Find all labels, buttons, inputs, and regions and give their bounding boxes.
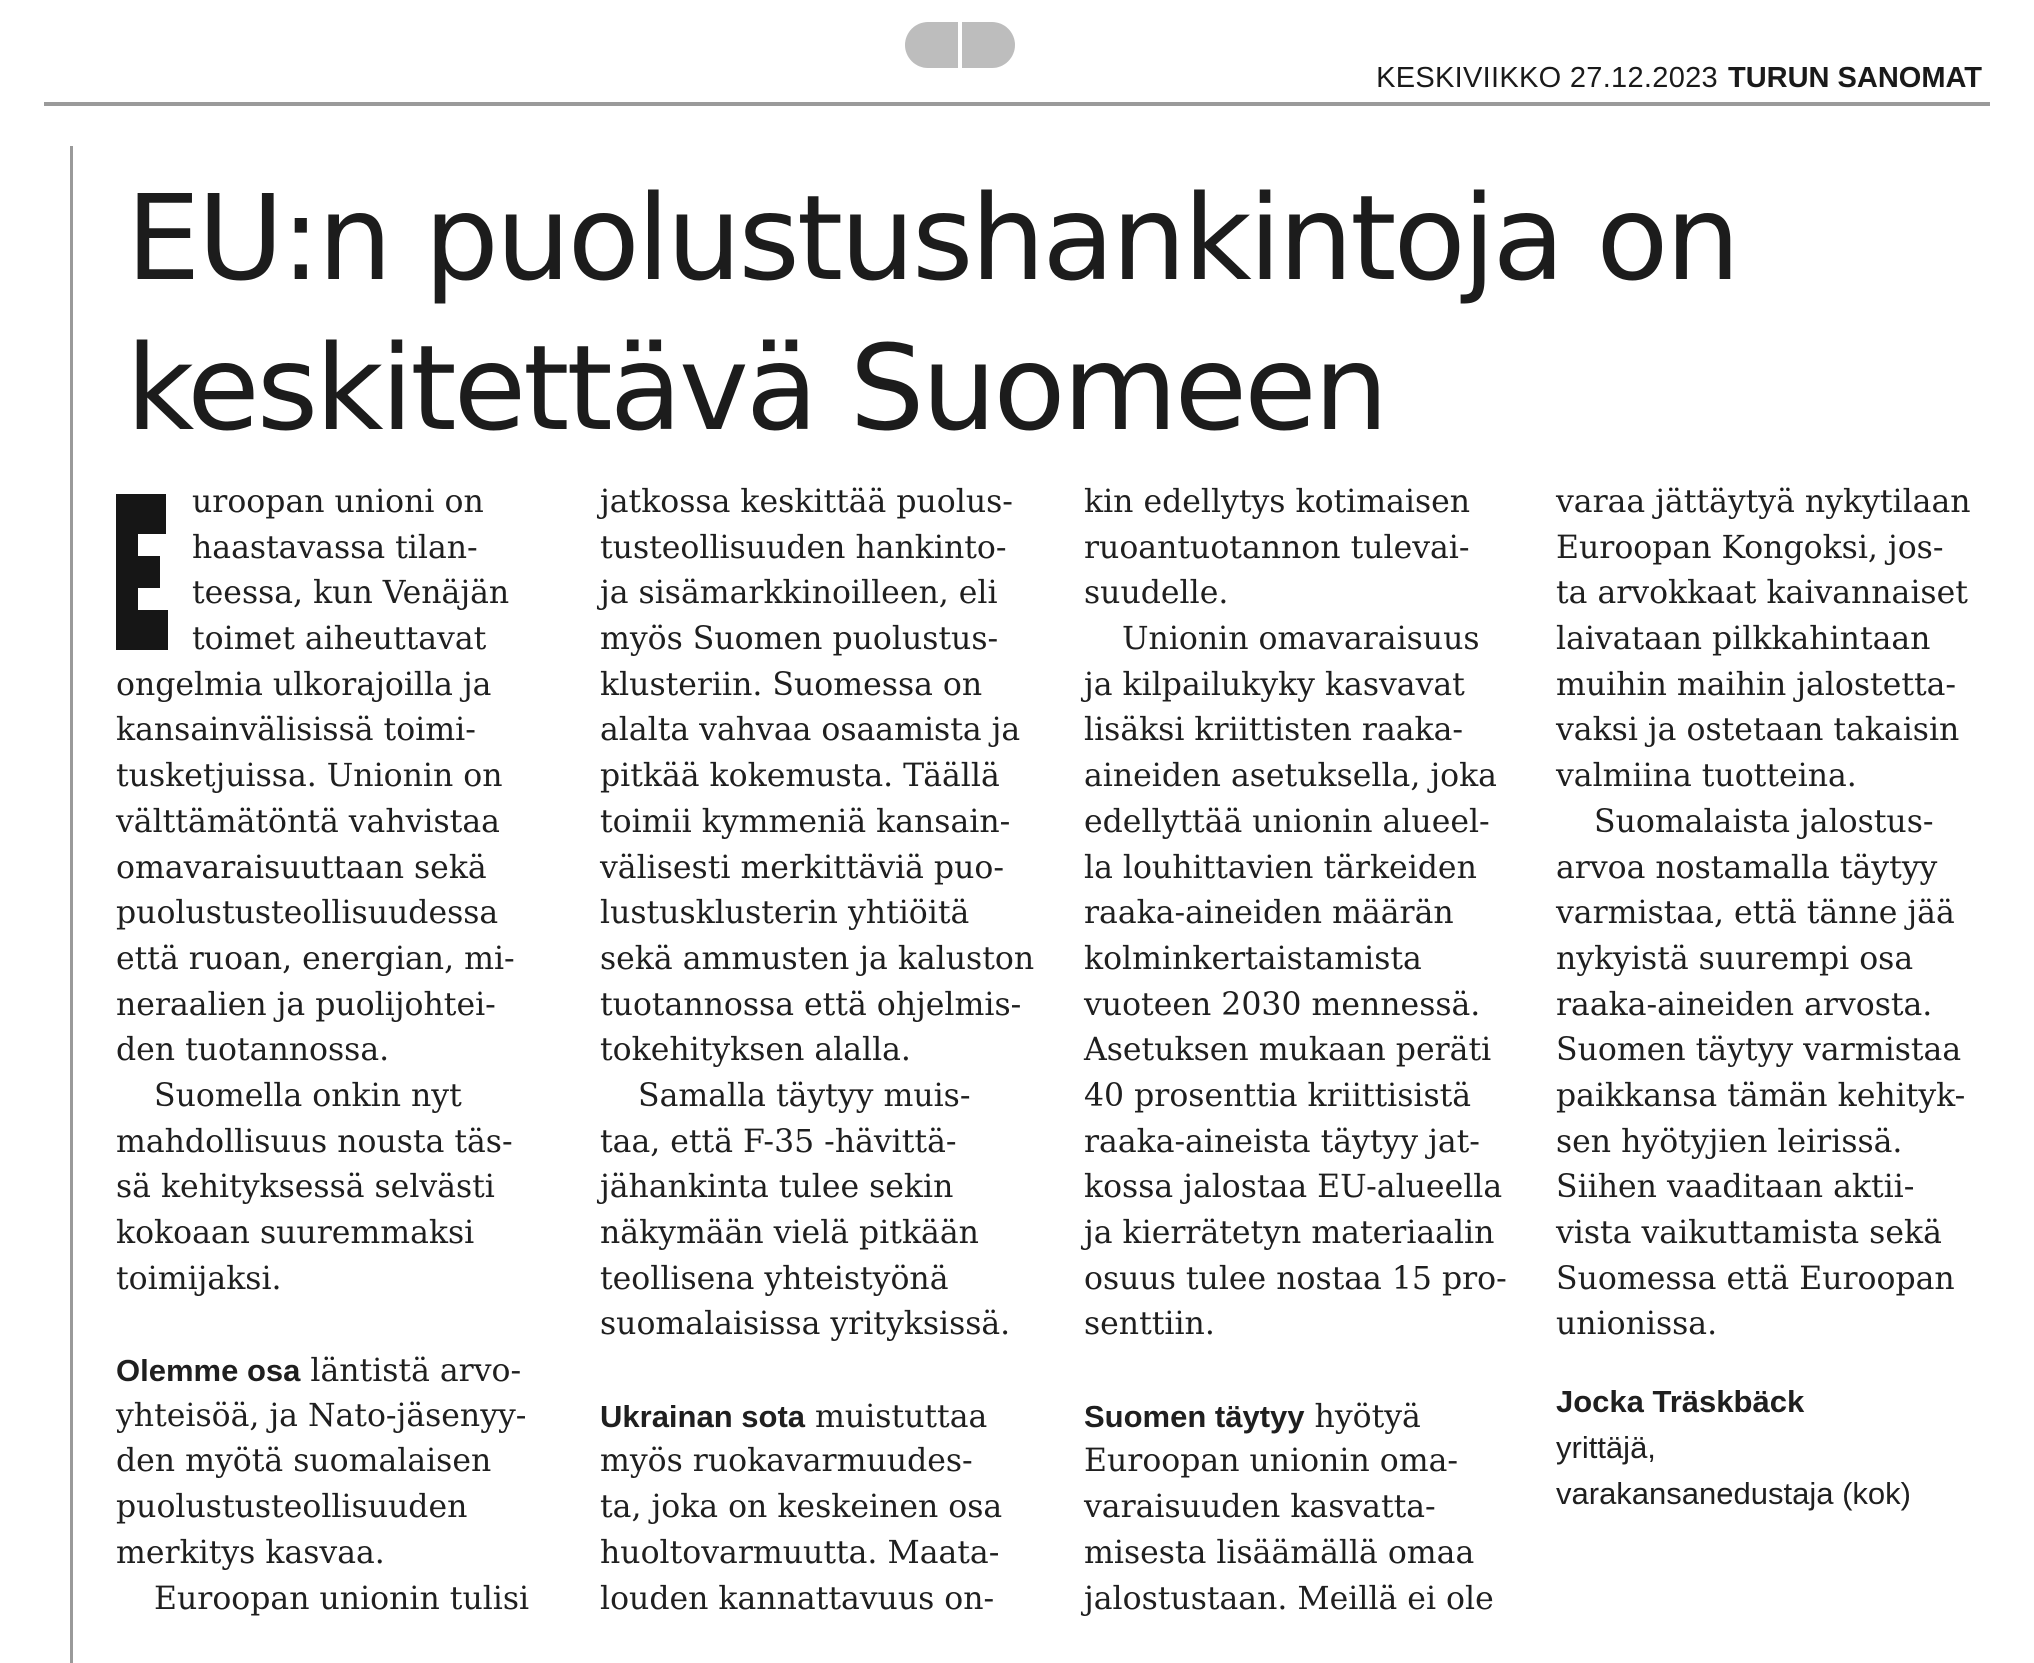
text-line: valmiina tuotteina. (1556, 758, 1857, 795)
text-line: uroopan unioni on (192, 484, 484, 520)
headline-line-2: keskitettävä Suomeen (126, 319, 1386, 457)
text-line: varaisuuden kasvatta- (1084, 1489, 1436, 1526)
text-line: lisäksi kriittisten raaka- (1084, 712, 1464, 749)
text-line: vuoteen 2030 mennessä. (1084, 986, 1481, 1023)
page-tab-marker (905, 22, 1015, 68)
text-line: tusteollisuuden hankinto- (600, 529, 1007, 566)
text-line: Unionin omavaraisuus (1122, 621, 1480, 658)
page-header (1376, 62, 1982, 95)
text-line: Suomella onkin nyt (154, 1077, 462, 1114)
text-line: den myötä suomalaisen (116, 1443, 492, 1480)
text-line: neraalien ja puolijohtei- (116, 986, 496, 1023)
text-line: den tuotannossa. (116, 1032, 390, 1069)
text-line: raaka-aineiden määrän (1084, 895, 1454, 932)
text-line: myös ruokavarmuudes- (600, 1443, 973, 1480)
text-line: teessa, kun Venäjän (192, 575, 510, 612)
text-line: pitkää kokemusta. Täällä (600, 758, 1000, 795)
text-line: myös Suomen puolustus- (600, 621, 999, 658)
text-line: kansainvälisissä toimi- (116, 712, 476, 749)
text-line: jähankinta tulee sekin (600, 1169, 954, 1206)
text-line: varmistaa, että tänne jää (1556, 895, 1955, 932)
text-line: sä kehityksessä selvästi (116, 1169, 495, 1206)
text-line: 40 prosenttia kriittisistä (1084, 1077, 1472, 1114)
text-line: sen hyötyjien leirissä. (1556, 1123, 1903, 1160)
text-line: vista vaikuttamista sekä (1556, 1215, 1942, 1251)
text-line: yhteisöä, ja Nato-jäsenyy- (116, 1397, 527, 1434)
text-line: Siihen vaaditaan aktii- (1556, 1169, 1915, 1206)
text-line: toimii kymmeniä kansain- (600, 803, 1011, 840)
text-line: suomalaisissa yrityksissä. (600, 1306, 1011, 1343)
text-line: välisesti merkittäviä puo- (600, 849, 1004, 886)
text-line: kolminkertaistamista (1084, 940, 1422, 977)
text-line: louden kannattavuus on- (600, 1580, 995, 1617)
text-line: omavaraisuuttaan sekä (116, 849, 487, 886)
text-line: tusketjuissa. Unionin on (116, 758, 503, 795)
text-line: puolustusteollisuuden (116, 1489, 468, 1526)
text-line: Asetuksen mukaan peräti (1084, 1032, 1492, 1069)
text-line: merkitys kasvaa. (116, 1534, 385, 1571)
text-line: ruoantuotannon tulevai- (1084, 529, 1470, 566)
text-line: huoltovarmuutta. Maata- (600, 1534, 1000, 1571)
text-line: kokoaan suuremmaksi (116, 1215, 475, 1251)
text-line: jatkossa keskittää puolus- (600, 484, 1013, 520)
text-line: raaka-aineista täytyy jat- (1084, 1123, 1480, 1160)
text-line: alalta vahvaa osaamista ja (600, 712, 1021, 749)
article-headline (126, 163, 1926, 463)
text-line: unionissa. (1556, 1306, 1718, 1343)
text-line: osuus tulee nostaa 15 pro- (1084, 1260, 1507, 1297)
article-column-2 (600, 480, 1035, 1622)
text-line: ja sisämarkkinoilleen, eli (600, 575, 998, 612)
article-column-1 (116, 480, 548, 1622)
paragraph-gap (116, 1302, 548, 1348)
author-name: Jocka Träskbäck (1556, 1384, 1805, 1419)
subheading: Ukrainan sota (600, 1398, 806, 1434)
subheading: Suomen täytyy (1084, 1398, 1305, 1434)
paragraph-gap (600, 1348, 1032, 1394)
text-line: lustusklusterin yhtiöitä (600, 895, 970, 932)
text-line: muihin maihin jalostetta- (1556, 666, 1957, 703)
author-position: varakansanedustaja (kok) (1556, 1476, 1911, 1511)
text-line: suudelle. (1084, 575, 1229, 612)
text-line: Suomen täytyy varmistaa (1556, 1032, 1962, 1069)
text-line: varaa jättäytyä nykytilaan (1556, 484, 1971, 520)
text-line: misesta lisäämällä omaa (1084, 1534, 1475, 1571)
text-line: Suomalaista jalostus- (1594, 803, 1934, 840)
text-line: puolustusteollisuudessa (116, 895, 499, 932)
text-line: toimijaksi. (116, 1260, 282, 1297)
text-line: näkymään vielä pitkään (600, 1215, 979, 1251)
text-run: läntistä arvo- (310, 1353, 522, 1390)
text-line: vaksi ja ostetaan takaisin (1556, 712, 1960, 749)
article-side-rule (70, 146, 73, 1663)
text-line: ja kilpailukyky kasvavat (1084, 666, 1465, 703)
text-line: Samalla täytyy muis- (638, 1077, 971, 1114)
text-line: ta arvokkaat kaivannaiset (1556, 575, 1968, 612)
headline-line-1: EU:n puolustushankintoja on (126, 169, 1738, 307)
text-line: kossa jalostaa EU-alueella (1084, 1169, 1503, 1206)
header-rule (44, 102, 1990, 106)
text-line: Euroopan unionin oma- (1084, 1443, 1459, 1480)
text-line: jalostustaan. Meillä ei ole (1084, 1580, 1494, 1617)
text-run: muistuttaa (815, 1398, 988, 1435)
text-line: senttiin. (1084, 1306, 1215, 1343)
text-line: välttämätöntä vahvistaa (116, 803, 500, 840)
text-line: arvoa nostamalla täytyy (1556, 849, 1938, 886)
text-line: ja kierrätetyn materiaalin (1084, 1215, 1495, 1251)
text-line (116, 1348, 548, 1394)
text-line: paikkansa tämän kehityk- (1556, 1077, 1966, 1114)
text-line: laivataan pilkkahintaan (1556, 621, 1931, 658)
issue-date: KESKIVIIKKO 27.12.2023 (1376, 62, 1718, 94)
text-line: toimet aiheuttavat (192, 621, 487, 658)
text-run: hyötyä (1314, 1398, 1421, 1435)
text-line: että ruoan, energian, mi- (116, 940, 515, 977)
text-line: sekä ammusten ja kaluston (600, 940, 1035, 977)
newspaper-name: TURUN SANOMAT (1728, 62, 1982, 94)
text-line: tokehityksen alalla. (600, 1032, 911, 1069)
text-line: haastavassa tilan- (192, 529, 478, 566)
text-line (600, 1394, 1032, 1440)
article-column-4 (1556, 480, 1988, 1348)
text-line: Suomessa että Euroopan (1556, 1260, 1955, 1297)
text-line: nykyistä suurempi osa (1556, 940, 1914, 977)
text-line: klusteriin. Suomessa on (600, 666, 983, 703)
text-line: ongelmia ulkorajoilla ja (116, 666, 492, 703)
text-line: Euroopan Kongoksi, jos- (1556, 529, 1944, 566)
text-line (1084, 1394, 1516, 1440)
text-line: la louhittavien tärkeiden (1084, 849, 1477, 886)
text-line: edellyttää unionin alueel- (1084, 803, 1490, 840)
paragraph-gap (1084, 1348, 1516, 1394)
text-line: mahdollisuus nousta täs- (116, 1123, 513, 1160)
text-line: kin edellytys kotimaisen (1084, 484, 1471, 520)
text-line: tuotannossa että ohjelmis- (600, 986, 1022, 1023)
text-line: aineiden asetuksella, joka (1084, 758, 1497, 795)
subheading: Olemme osa (116, 1353, 301, 1389)
text-line: Euroopan unionin tulisi (154, 1580, 530, 1617)
text-line: taa, että F-35 -hävittä- (600, 1123, 957, 1160)
author-role: yrittäjä, (1556, 1430, 1656, 1465)
article-column-3 (1084, 480, 1516, 1622)
text-line: raaka-aineiden arvosta. (1556, 986, 1933, 1023)
text-line: teollisena yhteistyönä (600, 1260, 949, 1297)
text-line: ta, joka on keskeinen osa (600, 1489, 1003, 1526)
